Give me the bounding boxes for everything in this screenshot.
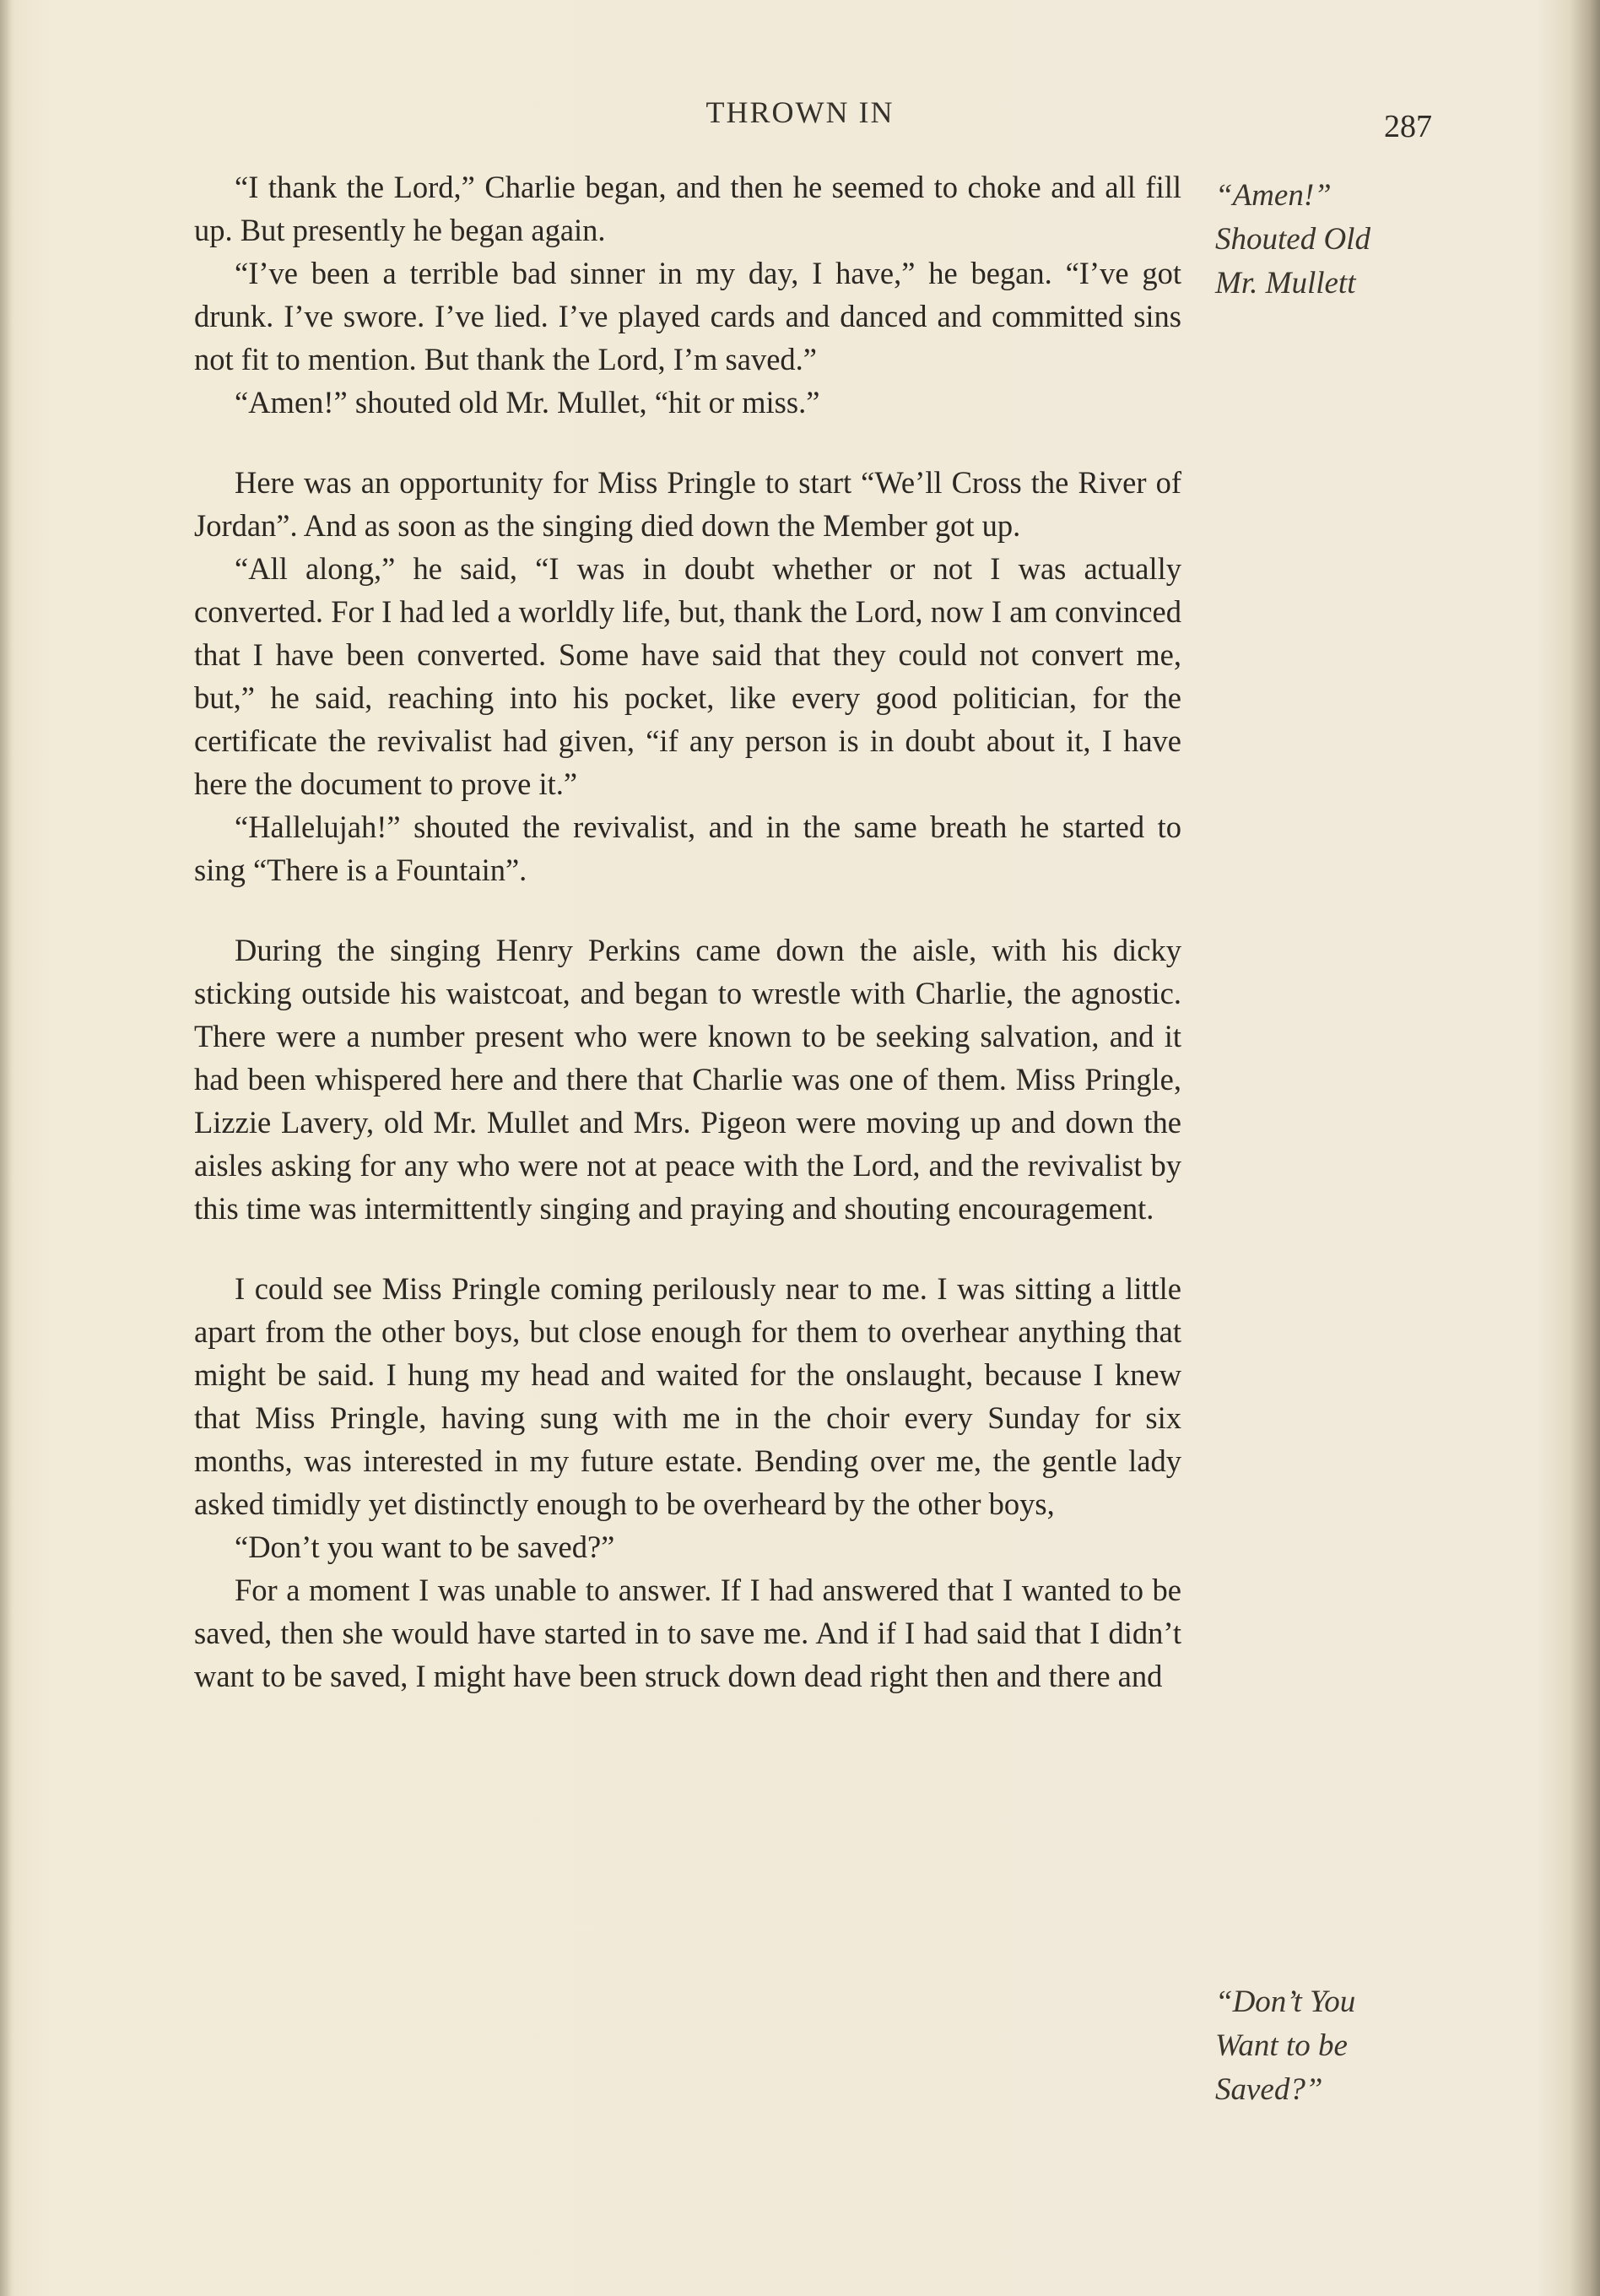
paragraph: I could see Miss Pringle coming perilously near to me. I was sitting a little apart from the other boys, but close enough for them to overhear anything that might be said. I hung my head and waited for the onslaught, because I knew that Miss Pringle, having sung with me in the choir every Sunday for six months, was interested in my future estate. Bending over me, the gentle lady asked timidly yet distinctly enough to be overheard by the other boys,: [194, 1271, 1181, 1521]
paragraph: During the singing Henry Perkins came down the aisle, with his dicky sticking outside his waistcoat, and began to wrestle with Charlie, the agnostic. There were a number present who were known to be seeking salvation, and it had been whispered here and there that Charlie was one of them. Miss Pringle, Lizzie Lavery, old Mr. Mullet and Mrs. Pigeon were moving up and down the aisles asking for any who were not at peace with the Lord, and the revivalist by this time was intermittently singing and praying and shouting encouragement.: [194, 933, 1181, 1226]
body-text: [194, 165, 1181, 1698]
page-number: 287: [1384, 109, 1432, 144]
paragraph: Here was an opportunity for Miss Pringle to start “We’ll Cross the River of Jordan”. And as soon as the singing died down the Member got up.: [194, 465, 1181, 543]
margin-note-line: Mr. Mullett: [1215, 266, 1356, 301]
margin-note-line: “Amen!”: [1215, 178, 1332, 213]
margin-note-amen: [1215, 174, 1435, 306]
margin-note-line: Want to be: [1215, 2028, 1348, 2063]
paragraph: For a moment I was unable to answer. If I had answered that I wanted to be saved, then she would have started in to save me. And if I had said that I didn’t want to be saved, I might have been struck down dead right then and there and: [194, 1573, 1181, 1693]
paragraph: “I thank the Lord,” Charlie began, and then he seemed to choke and all fill up. But presently he began again.: [194, 170, 1181, 247]
paragraph: “Don’t you want to be saved?”: [235, 1530, 615, 1564]
running-head: THROWN IN: [705, 95, 895, 129]
paragraph: “Amen!” shouted old Mr. Mullet, “hit or miss.”: [235, 385, 820, 420]
paragraph: “Hallelujah!” shouted the revivalist, and in the same breath he started to sing “There is a Fountain”.: [194, 810, 1181, 887]
margin-note-line: Saved?”: [1215, 2072, 1323, 2107]
margin-note-line: “Don’t You: [1215, 1985, 1356, 2019]
paragraph: “I’ve been a terrible bad sinner in my day, I have,” he began. “I’ve got drunk. I’ve swore. I’ve lied. I’ve played cards and danced and committed sins not fit to mention. But thank the Lord, I’m saved.”: [194, 256, 1181, 376]
margin-note-line: Shouted Old: [1215, 222, 1370, 257]
spine-shadow: [0, 0, 12, 2296]
margin-note-saved: [1215, 1980, 1435, 2112]
paragraph: “All along,” he said, “I was in doubt whether or not I was actually converted. For I had led a worldly life, but, thank the Lord, now I am convinced that I have been converted. Some have said that they could not convert me, but,” he said, reaching into his pocket, like every good politician, for the certificate the revivalist had given, “if any person is in doubt about it, I have here the document to prove it.”: [194, 551, 1181, 801]
